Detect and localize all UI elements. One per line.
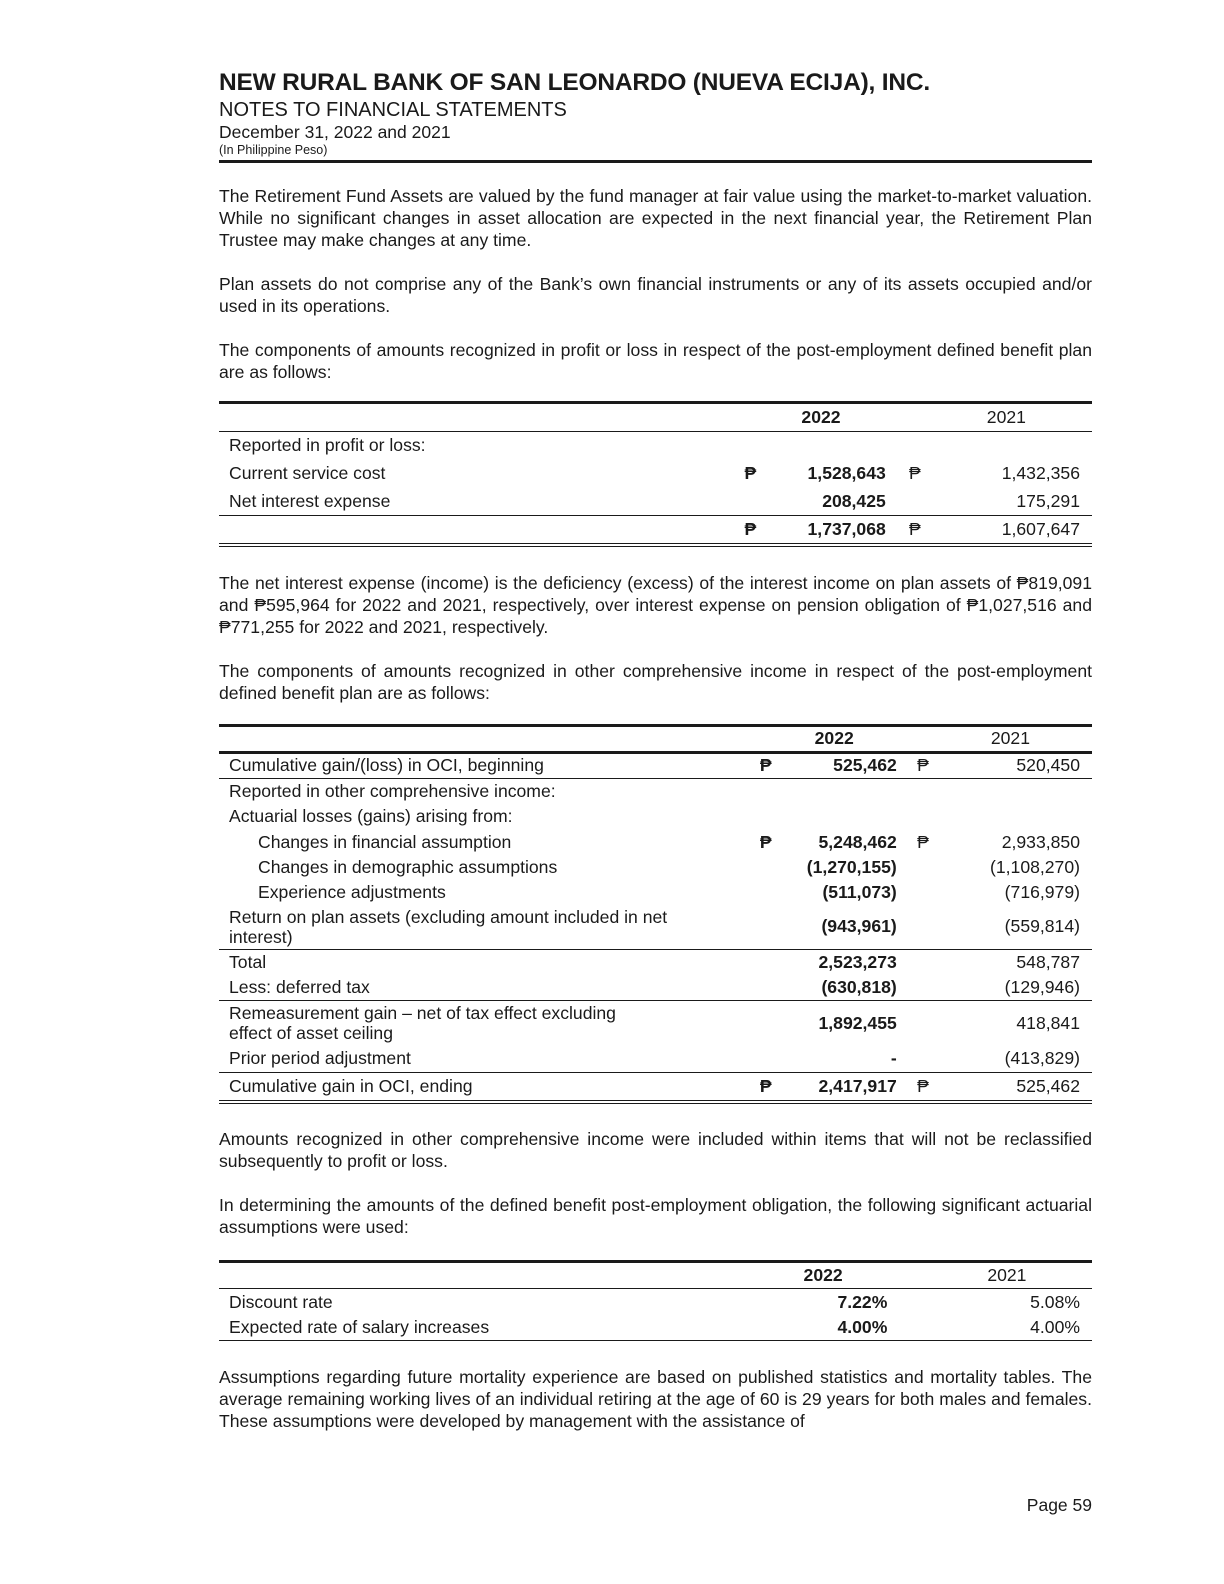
row-label: Changes in demographic assumptions [258,857,558,877]
total-row [219,516,1092,545]
value-2022: (630,818) [821,976,897,997]
value-2022: 1,528,643 [807,463,886,483]
value-2022: 1,892,455 [818,1012,897,1033]
table-row [219,829,1092,855]
table-row [219,1289,1092,1316]
peso-sign: ₱ [759,1075,772,1096]
table-row [219,804,1092,829]
table-row [219,1316,1092,1341]
value-2021: 520,450 [1016,755,1080,775]
paragraph-net-interest: The net interest expense (income) is the deficiency (excess) of the interest income on plan assets of ₱819,091 and ₱595,964 for 2022 and 2021, respectively, over interest expense on pension obligation of ₱1,027,516 and ₱771,255 for 2022 and 2021, respectively. [219,572,1092,637]
peso-sign: ₱ [759,831,772,852]
peso-sign: ₱ [908,518,921,539]
peso-sign: ₱ [917,755,929,775]
peso-sign: ₱ [917,831,929,852]
row-label: Experience adjustments [258,882,446,902]
table-row [219,855,1092,880]
value-2022: 2,417,917 [818,1075,897,1096]
table-row [219,432,1092,460]
row-label: Net interest expense [229,490,391,511]
value-2021: 175,291 [1016,490,1080,511]
company-name: NEW RURAL BANK OF SAN LEONARDO (NUEVA ECIJA), INC. [219,69,930,96]
row-label: Cumulative gain in OCI, ending [229,1075,473,1096]
total-2022: 1,737,068 [807,518,886,539]
row-label: Cumulative gain/(loss) in OCI, beginning [229,755,544,775]
value-2022: (943,961) [821,916,897,937]
value-2021: (129,946) [1004,976,1080,997]
assumptions-table [219,1260,1092,1341]
document-title: NOTES TO FINANCIAL STATEMENTS [219,99,567,121]
value-2022: - [890,1048,897,1069]
value-2021: 2,933,850 [1001,831,1080,852]
statement-date: December 31, 2022 and 2021 [219,122,451,142]
profit-loss-table [219,401,1092,547]
value-2021: 1,432,356 [1001,463,1080,483]
year-2022-header: 2022 [814,728,854,748]
value-2021: (559,814) [1004,916,1080,937]
section-label: Actuarial losses (gains) arising from: [229,806,513,826]
value-2022: 7.22% [837,1291,888,1312]
section-label: Reported in other comprehensive income: [229,780,556,801]
table-header-row [219,725,1092,752]
table-row [219,1000,1092,1046]
total-row [219,1072,1092,1102]
year-2021-header: 2021 [986,407,1026,427]
row-label: Current service cost [229,463,386,483]
table-row [219,975,1092,1000]
year-2021-header: 2021 [987,1265,1027,1285]
value-2021: 525,462 [1016,1075,1080,1096]
peso-sign: ₱ [744,463,757,483]
year-2021-header: 2021 [990,728,1030,748]
table-row [219,949,1092,975]
table-header-row [219,403,1092,432]
value-2021: 418,841 [1016,1012,1080,1033]
value-2021: (1,108,270) [990,857,1080,877]
peso-sign: ₱ [759,755,772,775]
value-2022: 2,523,273 [818,951,897,972]
row-label: Return on plan assets (excluding amount included in net interest) [229,906,668,947]
value-2022: 5,248,462 [818,831,897,852]
paragraph-oci-intro: The components of amounts recognized in other comprehensive income in respect of the post-employment defined benefit plan are as follows: [219,660,1092,703]
value-2021: (716,979) [1004,882,1080,902]
peso-sign: ₱ [917,1075,929,1096]
paragraph-assumptions-intro: In determining the amounts of the defined benefit post-employment obligation, the following significant actuarial assumptions were used: [219,1195,1092,1237]
page-content [219,68,1092,1432]
paragraph-plan-assets: Plan assets do not comprise any of the Bank’s own financial instruments or any of its assets occupied and/or used in its operations. [219,274,1092,316]
paragraph-fund-assets: The Retirement Fund Assets are valued by the fund manager at fair value using the market-to-market valuation. While no significant changes in asset allocation are expected in the next financial year, the Retirement Plan Trustee may make changes at any time. [219,186,1092,250]
peso-sign: ₱ [744,518,757,539]
paragraph-mortality: Assumptions regarding future mortality experience are based on published statistics and mortality tables. The average remaining working lives of an individual retiring at the age of 60 is 29 years for both males and females. These assumptions were developed by management with the assistance of [219,1367,1092,1431]
paragraph-profit-loss-intro: The components of amounts recognized in profit or loss in respect of the post-employment defined benefit plan are as follows: [219,340,1092,382]
currency-unit: (In Philippine Peso) [219,143,328,157]
value-2021: 548,787 [1016,951,1080,972]
row-label: Total [229,951,267,972]
year-2022-header: 2022 [801,407,841,427]
document-header [219,68,1092,163]
row-label: Less: deferred tax [229,976,370,997]
oci-table [219,724,1092,1105]
table-row [219,880,1092,905]
header-divider [219,160,1092,163]
table-row [219,905,1092,949]
table-row [219,778,1092,804]
value-2022: (1,270,155) [806,857,897,877]
paragraph-oci-classification: Amounts recognized in other comprehensive income were included within items that will not be reclassified subsequently to profit or loss. [219,1129,1092,1171]
value-2022: 4.00% [837,1317,888,1338]
table-header-row [219,1262,1092,1289]
row-label: Remeasurement gain – net of tax effect excluding effect of asset ceiling [229,1003,616,1044]
table-row [219,488,1092,516]
table-row [219,752,1092,778]
value-2021: 4.00% [1030,1317,1080,1338]
total-2021: 1,607,647 [1001,518,1080,539]
peso-sign: ₱ [908,463,921,483]
table-row [219,460,1092,488]
row-label: Changes in financial assumption [258,831,512,852]
value-2022: 525,462 [833,755,897,775]
value-2021: 5.08% [1030,1291,1080,1312]
value-2022: (511,073) [822,882,897,902]
row-label: Discount rate [229,1291,333,1312]
value-2022: 208,425 [822,490,886,511]
value-2021: (413,829) [1004,1048,1080,1069]
row-label: Expected rate of salary increases [229,1317,490,1338]
table-row [219,1046,1092,1072]
section-label: Reported in profit or loss: [229,435,426,456]
page-number: Page 59 [1026,1495,1092,1515]
row-label: Prior period adjustment [229,1048,411,1069]
year-2022-header: 2022 [803,1265,843,1285]
